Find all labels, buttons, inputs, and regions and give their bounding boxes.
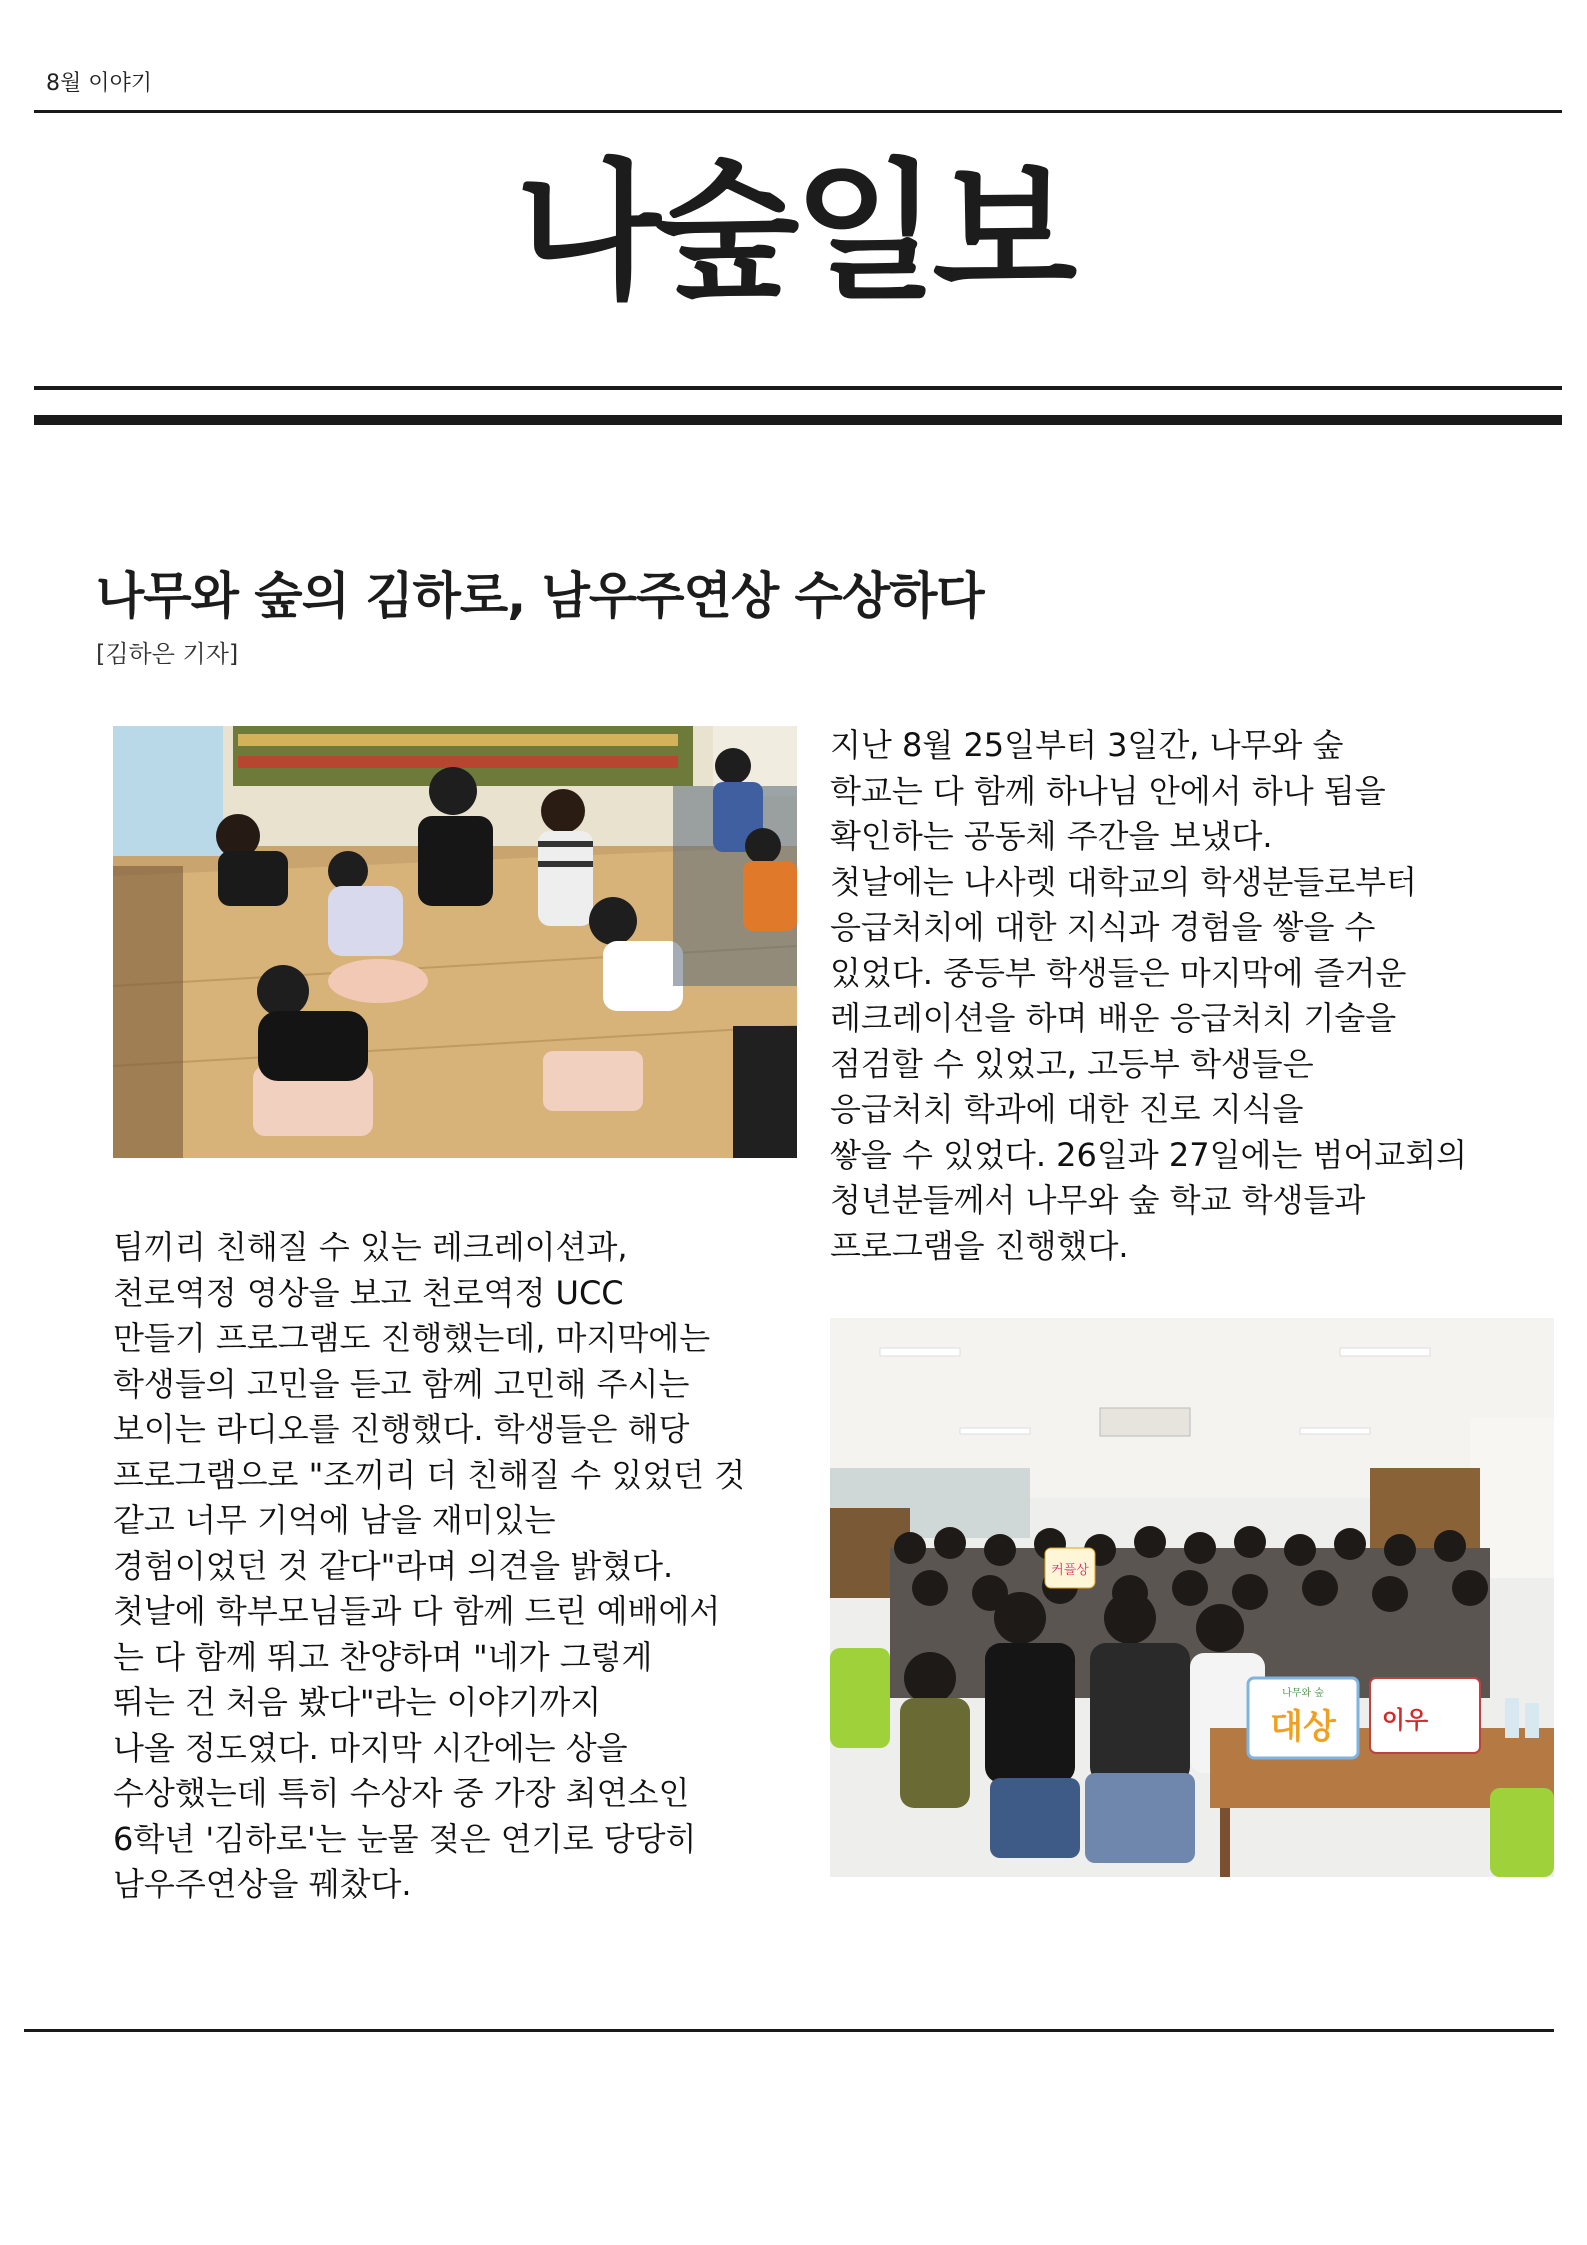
masthead-rule-thin <box>34 386 1562 390</box>
top-rule <box>34 110 1562 113</box>
award-sign-iu-text: 이우 <box>1381 1706 1429 1734</box>
article-byline: [김하은 기자] <box>96 640 239 668</box>
award-sign-small-text: 나무와 숲 <box>1282 1688 1324 1699</box>
photo-group-awards <box>830 1318 1554 1877</box>
photo-cpr-practice <box>113 726 797 1158</box>
award-sign-couple-text: 커플상 <box>1051 1563 1089 1578</box>
article-text-left: 팀끼리 친해질 수 있는 레크레이션과, 천로역정 영상을 보고 천로역정 UCC 만들기 프로그램도 진행했는데, 마지막에는 학생들의 고민을 듣고 함께 고민해 주시는 보이는 라디오를 진행했다. 학생들은 해당 프로그램으로 "조끼리 더 친해질 수 있었던 것 같고 너무 기억에 남을 재미있는 경험이었던 것 같다"라며 의견을 밝혔다. 첫날에 학부모님들과 다 함께 드린 예배에서 는 다 함께 뛰고 찬양하며 "네가 그렇게 뛰는 건 처음 봤다"라는 이야기까지 나올 정도였다. 마지막 시간에는 상을 수상했는데 특히 수상자 중 가장 최연소인 6학년 '김하로'는 눈물 젖은 연기로 당당히 남우주연상을 꿰찼다. <box>113 1228 746 1903</box>
award-sign-couple <box>1045 1548 1095 1588</box>
issue-label: 8월 이야기 <box>46 71 152 96</box>
award-sign-iu <box>1370 1678 1480 1753</box>
article-headline: 나무와 숲의 김하로, 남우주연상 수상하다 <box>96 567 984 625</box>
article-text-right: 지난 8월 25일부터 3일간, 나무와 숲 학교는 다 함께 하나님 안에서 하나 됨을 확인하는 공동체 주간을 보냈다. 첫날에는 나사렛 대학교의 학생분들로부터 응급처치에 대한 지식과 경험을 쌓을 수 있었다. 중등부 학생들은 마지막에 즐거운 레크레이션을 하며 배운 응급처치 기술을 점검할 수 있었고, 고등부 학생들은 응급처치 학과에 대한 진로 지식을 쌓을 수 있었다. 26일과 27일에는 범어교회의 청년분들께서 나무와 숲 학교 학생들과 프로그램을 진행했다. <box>830 726 1468 1265</box>
masthead-rule-thick <box>34 415 1562 425</box>
bottom-rule <box>24 2029 1554 2032</box>
award-sign-grand <box>1248 1678 1358 1758</box>
masthead-title: 나숲일보 <box>515 146 1072 320</box>
award-sign-grand-text: 대상 <box>1270 1707 1336 1747</box>
